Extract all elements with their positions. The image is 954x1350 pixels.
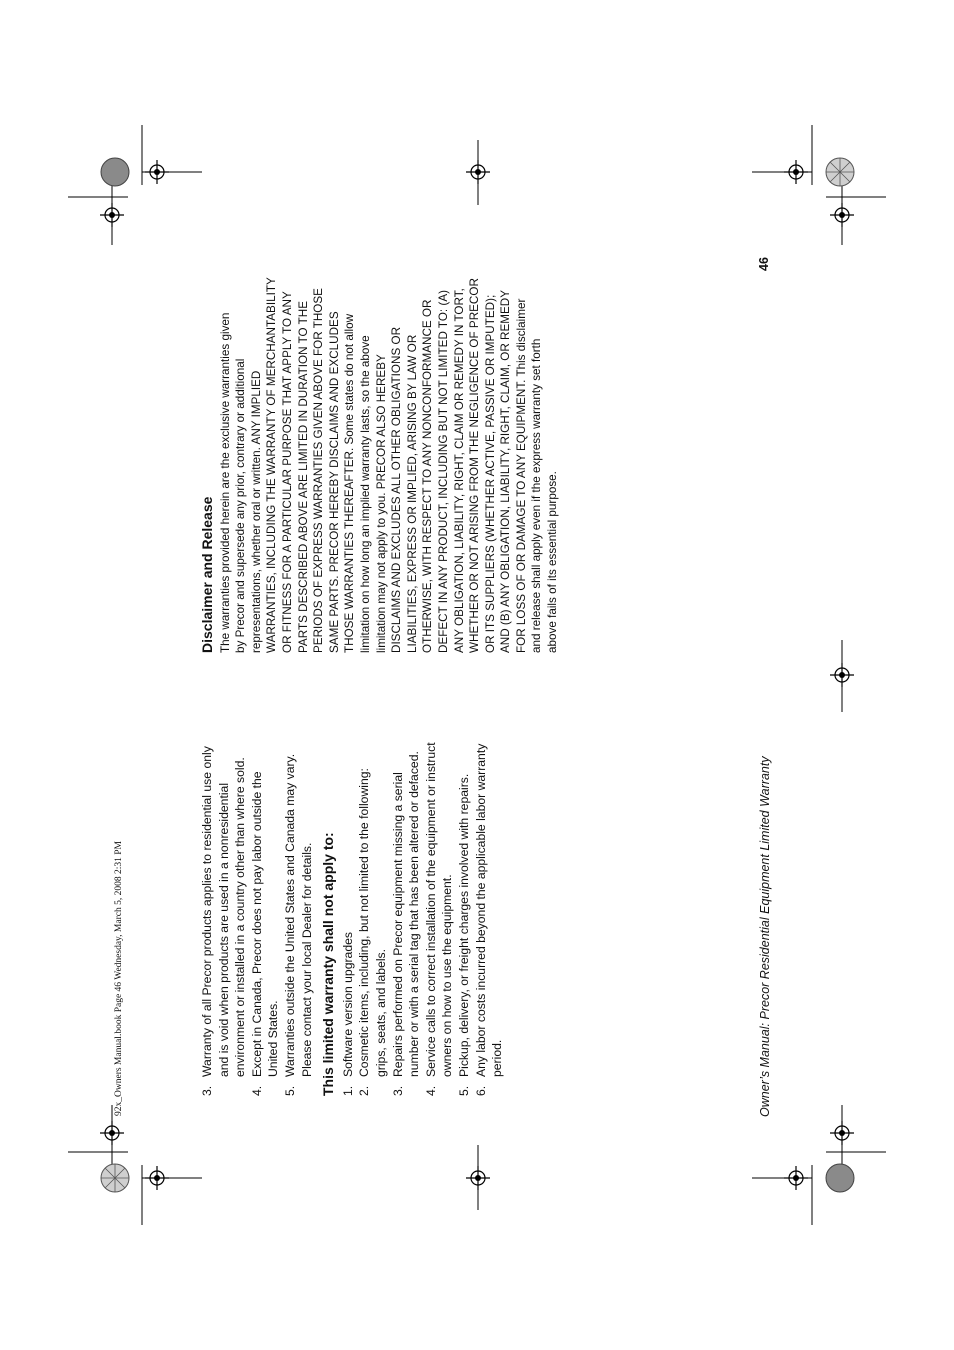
list-item: 5. Warranties outside the United States and Canada may vary. Please contact your local Dealer for details. (282, 753, 314, 1096)
disclaimer-line: above fails of its essential purpose. (546, 471, 560, 653)
list-item: 4. Except in Canada, Precor does not pay labor outside the United States. (249, 771, 281, 1096)
disclaimer-line: by Precor and supersede any prior, contrary or additional (234, 358, 248, 653)
disclaimer-line: PERIODS OF EXPRESS WARRANTIES GIVEN ABOVE FOR THOSE (312, 288, 326, 653)
disclaimer-line: WHETHER OR NOT ARISING FROM THE NEGLIGENCE OF PRECOR (468, 278, 482, 653)
disclaimer-body (218, 253, 561, 653)
page-number: 46 (757, 257, 771, 271)
disclaimer-line: LIABILITIES, EXPRESS OR IMPLIED, ARISING BY LAW OR (405, 334, 419, 653)
exclusions-heading: This limited warranty shall not apply to: (320, 832, 337, 1096)
disclaimer-line: DISCLAIMS AND EXCLUDES ALL OTHER OBLIGATIONS OR (390, 326, 404, 653)
list-item: 5. Pickup, delivery, or freight charges involved with repairs. (456, 773, 471, 1096)
list-item: 3. Repairs performed on Precor equipment missing a serial number or with a serial tag that has been altered or defaced. (390, 751, 422, 1096)
list-item: 1. Software version upgrades (340, 932, 355, 1096)
warranty-list (199, 696, 315, 1096)
disclaimer-line: OTHERWISE, WITH RESPECT TO ANY NONCONFORMANCE OR (421, 299, 435, 653)
disclaimer-line: The warranties provided herein are the exclusive warranties given (218, 312, 232, 653)
disclaimer-line: limitation may not apply to you. PRECOR ALSO HEREBY (374, 354, 388, 653)
disclaimer-line: SAME PARTS. PRECOR HEREBY DISCLAIMS AND EXCLUDES (327, 311, 341, 653)
list-item: 2. Cosmetic items, including, but not limited to the following: grips, seats, and labels. (357, 768, 388, 1096)
print-slug: 92x_Owners Manual.book Page 46 Wednesday, March 5, 2008 2:31 PM (114, 841, 124, 1116)
exclusions-list (340, 696, 506, 1096)
list-item: 4. Service calls to correct installation of the equipment or instruct owners on how to use the equipment. (423, 742, 455, 1096)
disclaimer-line: FOR LOSS OF OR DAMAGE TO ANY EQUIPMENT. This disclaimer (514, 298, 528, 653)
disclaimer-line: ANY OBLIGATION, LIABILITY, RIGHT, CLAIM OR REMEDY IN TORT, (452, 288, 466, 653)
disclaimer-section (200, 253, 561, 653)
footer-title: Owner’s Manual: Precor Residential Equipment Limited Warranty (758, 756, 772, 1117)
list-item: 3. Warranty of all Precor products applies to residential use only and is void when products are used in a nonresidential environment or installed in a country other than where sold. (200, 746, 248, 1096)
warranty-column (199, 696, 506, 1096)
disclaimer-line: and release shall apply even if the express warranty set forth (530, 338, 544, 653)
disclaimer-line: DEFECT IN ANY PRODUCT, INCLUDING BUT NOT LIMITED TO: (A) (436, 289, 450, 653)
disclaimer-line: THOSE WARRANTIES THEREAFTER. Some states do not allow (343, 313, 357, 653)
disclaimer-line: representations, whether oral or written. ANY IMPLIED (249, 370, 263, 653)
disclaimer-line: WARRANTIES, INCLUDING THE WARRANTY OF MERCHANTABILITY (265, 277, 279, 653)
list-item: 6. Any labor costs incurred beyond the applicable labor warranty period. (473, 743, 505, 1096)
disclaimer-line: AND (B) ANY OBLIGATION, LIABILITY, RIGHT, CLAIM, OR REMEDY (499, 289, 513, 653)
disclaimer-line: limitation on how long an implied warranty lasts, so the above (358, 335, 372, 653)
disclaimer-line: PARTS DESCRIBED ABOVE ARE LIMITED IN DURATION TO THE (296, 301, 310, 653)
disclaimer-line: OR FITNESS FOR A PARTICULAR PURPOSE THAT APPLY TO ANY (280, 291, 294, 653)
disclaimer-heading: Disclaimer and Release (199, 496, 215, 653)
disclaimer-line: OR ITS SUPPLIERS (WHETHER ACTIVE, PASSIVE OR IMPUTED); (483, 294, 497, 653)
